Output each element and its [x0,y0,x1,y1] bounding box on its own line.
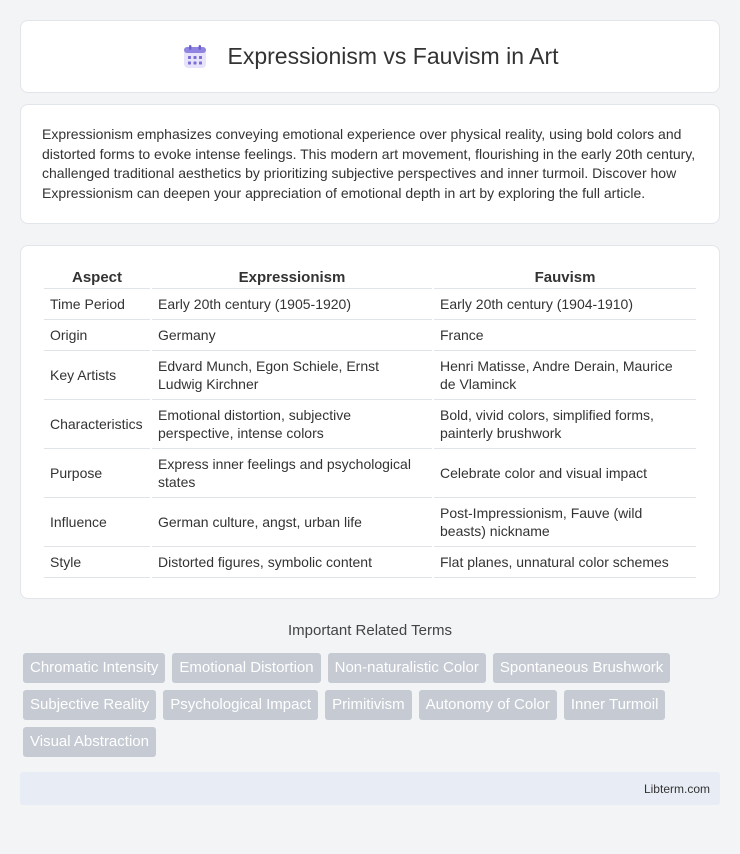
row-expressionism: Express inner feelings and psychological states [152,449,432,498]
tag-subjective-reality[interactable]: Subjective Reality [23,690,156,720]
tag-autonomy-of-color[interactable]: Autonomy of Color [419,690,557,720]
footer [20,772,720,805]
row-aspect: Characteristics [44,400,150,449]
comparison-table [42,266,698,578]
tag-spontaneous-brushwork[interactable]: Spontaneous Brushwork [493,653,670,683]
tag-non-naturalistic-color[interactable]: Non-naturalistic Color [328,653,486,683]
table-row [44,449,696,498]
tag-inner-turmoil[interactable]: Inner Turmoil [564,690,666,720]
row-aspect: Purpose [44,449,150,498]
row-fauvism: Celebrate color and visual impact [434,449,696,498]
header-expressionism: Expressionism [152,266,432,289]
row-aspect: Time Period [44,289,150,320]
row-expressionism: Germany [152,320,432,351]
title-card [20,20,720,93]
table-row [44,498,696,547]
calendar-grid-icon [181,43,209,71]
table-row [44,289,696,320]
page-title: Expressionism vs Fauvism in Art [227,43,559,69]
row-fauvism: France [434,320,696,351]
row-expressionism: German culture, angst, urban life [152,498,432,547]
comparison-card [20,245,720,599]
row-fauvism: Henri Matisse, Andre Derain, Maurice de Vlaminck [434,351,696,400]
table-row [44,320,696,351]
tag-psychological-impact[interactable]: Psychological Impact [163,690,318,720]
row-fauvism: Early 20th century (1904-1910) [434,289,696,320]
row-aspect: Origin [44,320,150,351]
row-expressionism: Early 20th century (1905-1920) [152,289,432,320]
related-terms-list [20,653,720,757]
header-fauvism: Fauvism [434,266,696,289]
intro-card [20,104,720,224]
tag-primitivism[interactable]: Primitivism [325,690,412,720]
header-aspect: Aspect [44,266,150,289]
row-aspect: Key Artists [44,351,150,400]
row-aspect: Influence [44,498,150,547]
tag-emotional-distortion[interactable]: Emotional Distortion [172,653,320,683]
row-aspect: Style [44,547,150,578]
row-fauvism: Bold, vivid colors, simplified forms, painterly brushwork [434,400,696,449]
table-row [44,400,696,449]
row-fauvism: Post-Impressionism, Fauve (wild beasts) nickname [434,498,696,547]
row-expressionism: Distorted figures, symbolic content [152,547,432,578]
footer-brand-link[interactable]: Libterm.com [643,781,710,796]
related-terms-title: Important Related Terms [288,622,452,640]
row-expressionism: Emotional distortion, subjective perspective, intense colors [152,400,432,449]
tag-chromatic-intensity[interactable]: Chromatic Intensity [23,653,165,683]
intro-text: Expressionism emphasizes conveying emotional experience over physical reality, using bold colors and distorted forms to evoke intense feelings. This modern art movement, flourishing in the early 20th century, challenged traditional aesthetics by prioritizing subjective perspectives and inner turmoil. Discover how Expressionism can deepen your appreciation of emotional depth in art by exploring the full article. [42,126,696,201]
row-fauvism: Flat planes, unnatural color schemes [434,547,696,578]
table-header-row [44,266,696,289]
row-expressionism: Edvard Munch, Egon Schiele, Ernst Ludwig Kirchner [152,351,432,400]
table-row [44,351,696,400]
tag-visual-abstraction[interactable]: Visual Abstraction [23,727,156,757]
table-row [44,547,696,578]
